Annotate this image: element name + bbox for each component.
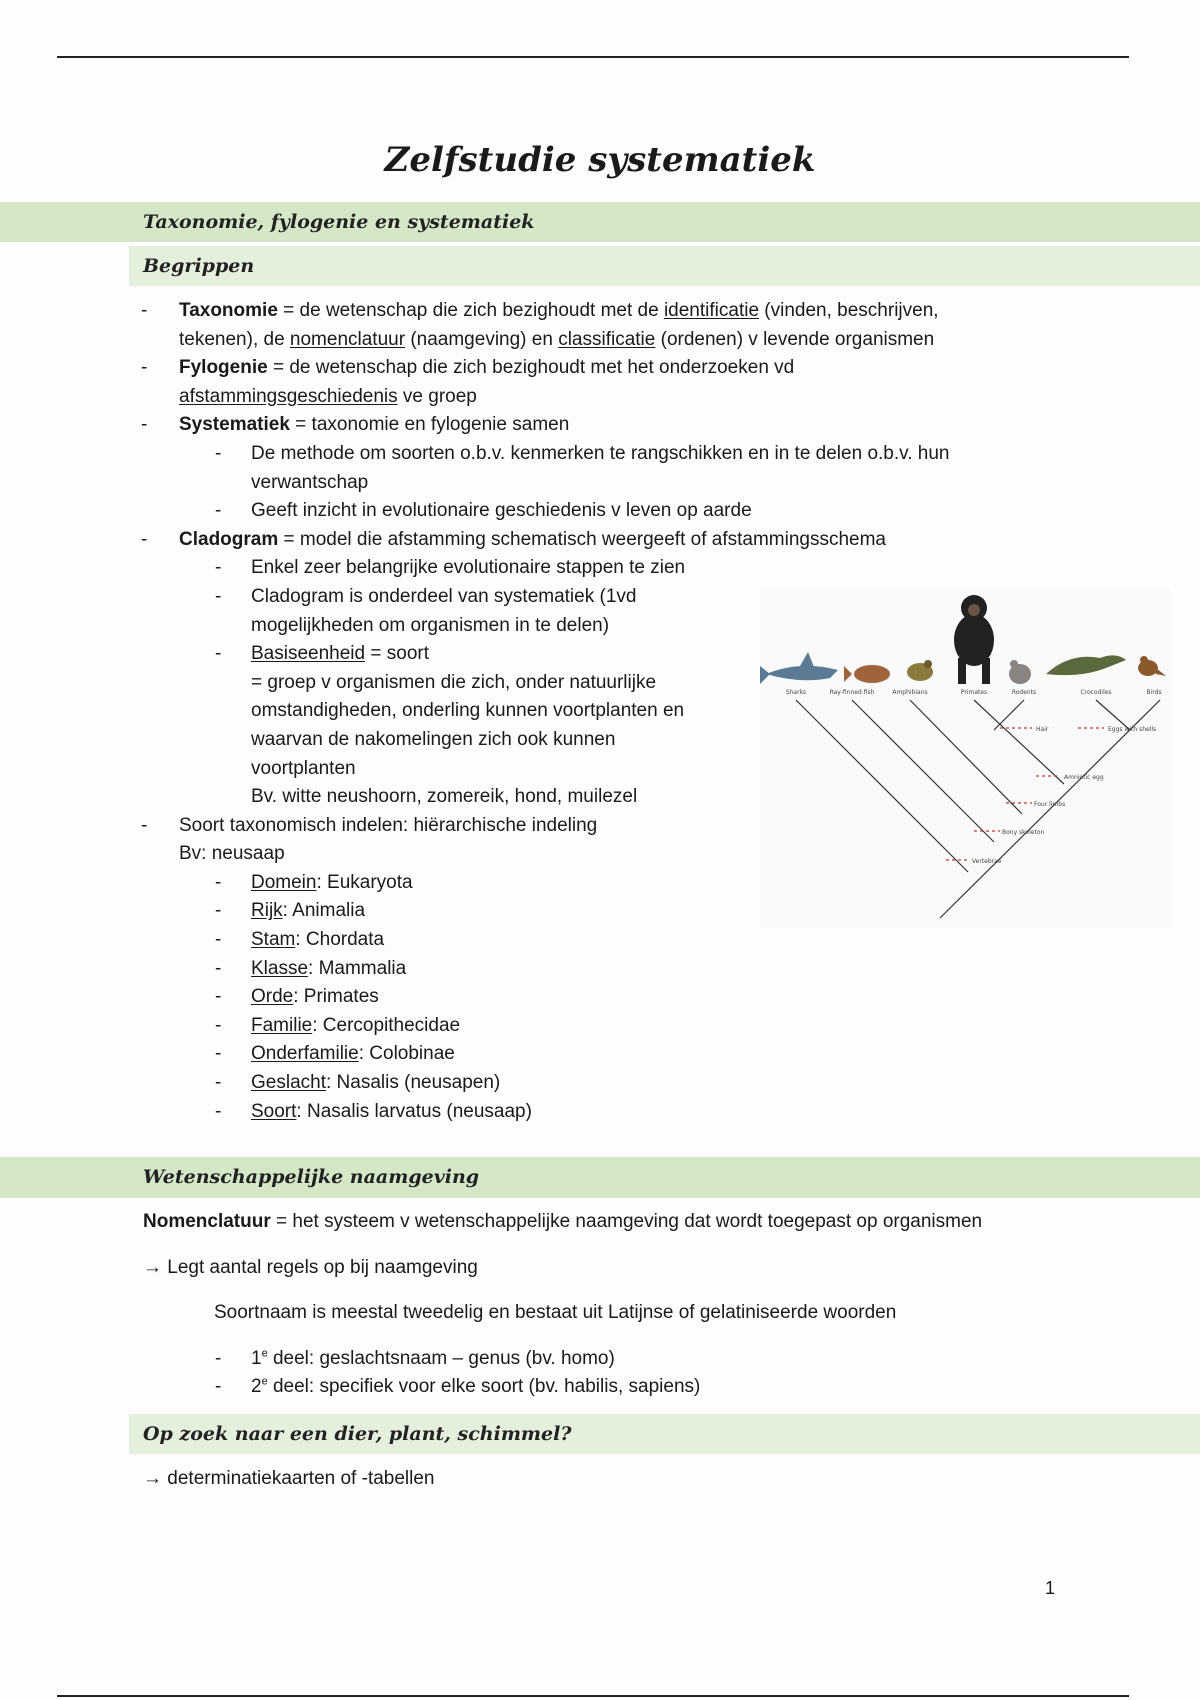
rank-item: - Geslacht: Nasalis (neusapen) <box>215 1072 501 1094</box>
rank-item: - Stam: Chordata <box>215 929 385 951</box>
page-number: 1 <box>1045 1578 1056 1598</box>
trait-label: Bony skeleton <box>1002 829 1045 836</box>
rank-item: - Onderfamilie: Colobinae <box>215 1043 455 1065</box>
sub-list-item: - Enkel zeer belangrijke evolutionaire stappen te zien <box>215 557 686 579</box>
rank-item: - Domein: Eukaryota <box>215 871 413 893</box>
list-item: - 1e deel: geslachtsnaam – genus (bv. homo) <box>215 1347 615 1369</box>
list-item: - 2e deel: specifiek voor elke soort (bv. habilis, sapiens) <box>215 1376 701 1398</box>
trait-label: Hair <box>1036 726 1049 733</box>
rank-item: - Rijk: Animalia <box>215 900 366 922</box>
sub-list-item: - Basiseenheid = soort <box>215 643 429 665</box>
taxon-label: Rodents <box>1011 689 1037 696</box>
rank-item: - Klasse: Mammalia <box>215 957 407 979</box>
naamgeving-content: Nomenclatuur = het systeem v wetenschappelijke naamgeving dat wordt toegepast op organismen → Legt aantal regels op bij naamgeving Soortnaam is meestal tweedelig en bestaat uit Latijnse of gelatiniseerde woorden - 1e deel: geslachtsnaam – genus (bv. homo) - 2e deel: specifiek voor elke soort (bv. habilis, sapiens) <box>143 1208 1163 1402</box>
rank-item: - Familie: Cercopithecidae <box>215 1014 461 1036</box>
taxon-label: Birds <box>1146 689 1162 696</box>
trait-label: Eggs with shells <box>1108 726 1157 733</box>
subheading-begrippen: Begrippen <box>129 246 1200 286</box>
rank-item: - Soort: Nasalis larvatus (neusaap) <box>215 1100 532 1122</box>
cladogram-figure <box>760 588 1170 928</box>
sub-list-item: - Cladogram is onderdeel van systematiek (1vd <box>215 585 637 607</box>
section-heading-taxonomie: Taxonomie, fylogenie en systematiek <box>0 202 1200 242</box>
page-title: Zelfstudie systematiek <box>384 140 816 180</box>
sub-list-item: - De methode om soorten o.b.v. kenmerken te rangschikken en in te delen o.b.v. hun <box>215 442 950 464</box>
taxon-label: Ray-finned fish <box>829 689 875 696</box>
begrippen-list: - Taxonomie = de wetenschap die zich bezighoudt met de identificatie (vinden, beschrijven, tekenen), de nomenclatuur (naamgeving) en classificatie (ordenen) v levende organismen - Fylogenie = de wetenschap die zich bezighoudt met het onderzoeken vd afstammingsgeschiedenis ve groep - Systematiek = taxonomie en fylogenie samen - De methode om soorten o.b.v. kenmerken te rangschikken en in te delen o.b.v. hun verwantschap - Geeft inzicht in evolutionaire geschiedenis v leven op aarde - Cladogram = model die afstamming schematisch weergeeft of afstammingsschema - Enkel zeer belangrijke evolutionaire stappen te zien - Cladogram is onderdeel van systematiek (1vd mogelijkheden om organismen in te delen) - Basiseenheid = soort = groep v organismen die zich, onder natuurlijke omstandigheden, onderling kunnen voortplanten en waarvan de nakomelingen zich ook kunnen voortplanten Bv. witte neushoorn, zomereik, hond, muilezel - Soort taxonomisch indelen: hiërarchische indeling Bv: neusaap - Domein: Eukaryota - Rijk: Animalia - Stam: Chordata - Klasse: Mammalia - Orde: Primates - Familie: Cercopithecidae - Onderfamilie: Colobinae - Geslacht: Nasalis (neusapen) - Soort: Nasalis larvatus (neusaap) <box>0 297 1200 1126</box>
section-heading-naamgeving: Wetenschappelijke naamgeving <box>0 1157 1200 1198</box>
list-item: - Cladogram = model die afstamming schematisch weergeeft of afstammingsschema <box>141 528 886 550</box>
taxon-label: Sharks <box>785 689 807 696</box>
taxon-label: Primates <box>960 689 988 696</box>
list-item: - Soort taxonomisch indelen: hiërarchische indeling <box>141 814 598 836</box>
header-rule <box>57 56 1129 58</box>
taxon-label: Crocodiles <box>1080 689 1112 696</box>
taxon-label: Amphibians <box>892 689 928 696</box>
sub-list-item: - Geeft inzicht in evolutionaire geschiedenis v leven op aarde <box>215 500 752 522</box>
footer-rule <box>57 1695 1129 1697</box>
list-item: - Taxonomie = de wetenschap die zich bezighoudt met de identificatie (vinden, beschrijven, <box>141 300 939 321</box>
trait-label: Vertebrae <box>972 858 1002 865</box>
list-item: - Fylogenie = de wetenschap die zich bezighoudt met het onderzoeken vd <box>141 357 795 379</box>
section-heading-op-zoek: Op zoek naar een dier, plant, schimmel? <box>129 1414 1200 1454</box>
op-zoek-content: → determinatiekaarten of -tabellen <box>143 1468 435 1489</box>
rank-item: - Orde: Primates <box>215 986 379 1008</box>
list-item: - Systematiek = taxonomie en fylogenie samen <box>141 414 570 436</box>
trait-label: Four limbs <box>1034 801 1066 808</box>
trait-label: Amniotic egg <box>1064 774 1104 781</box>
